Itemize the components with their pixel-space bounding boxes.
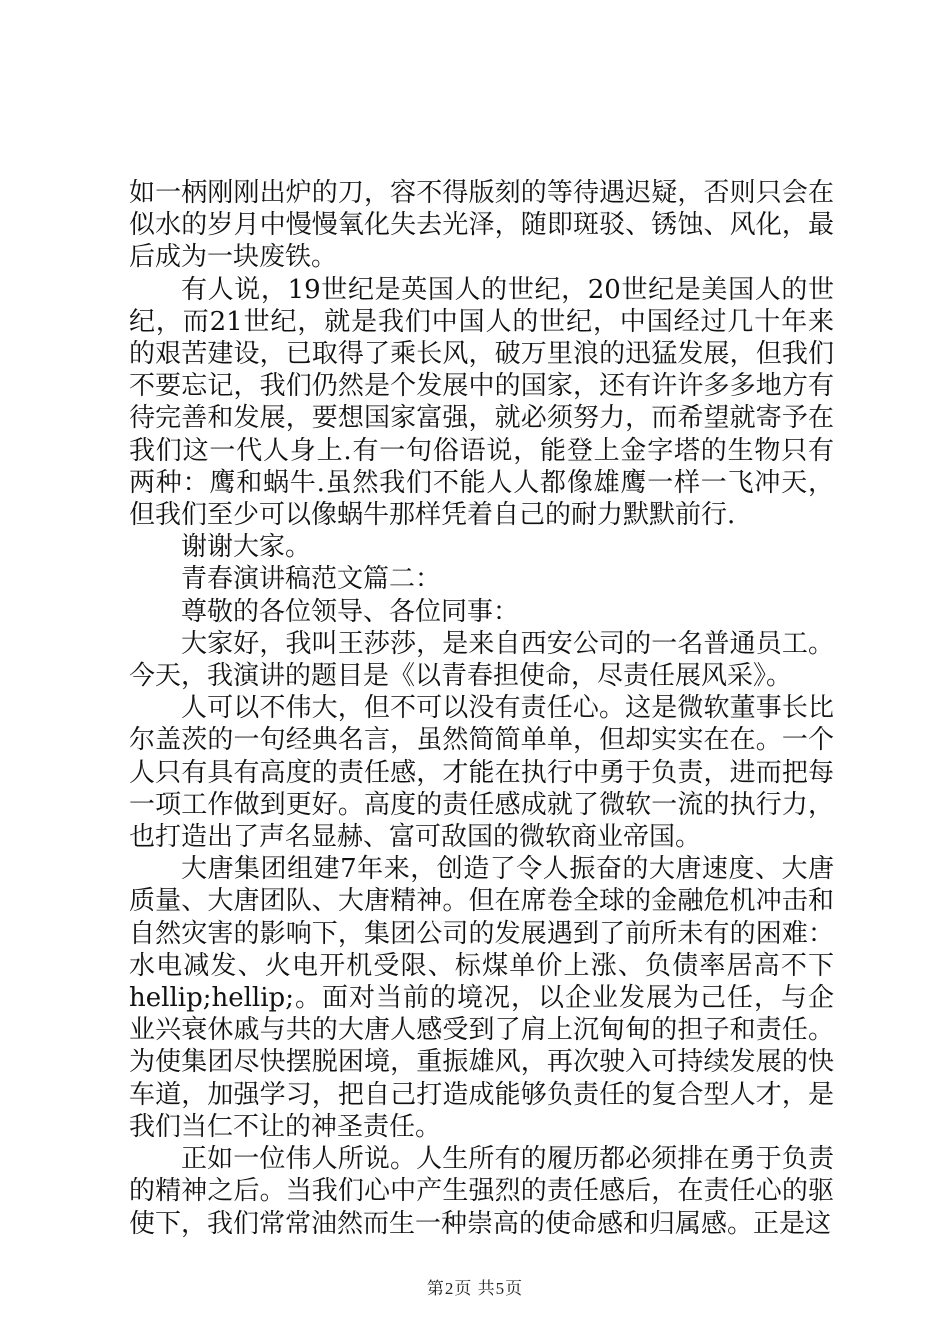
- paragraph-8: 大唐集团组建7年来，创造了令人振奋的大唐速度、大唐质量、大唐团队、大唐精神。但在席卷全球的金融危机冲击和自然灾害的影响下，集团公司的发展遇到了前所未有的困难：水电减发、火电开机受限、标煤单价上涨、负债率居高不下hellip;hellip;。面对当前的境况，以企业发展为己任，与企业兴衰休戚与共的大唐人感受到了肩上沉甸甸的担子和责任。为使集团尽快摆脱困境，重振雄风，再次驶入可持续发展的快车道，加强学习，把自己打造成能够负责任的复合型人才，是我们当仁不让的神圣责任。: [129, 854, 834, 1142]
- paragraph-7: 人可以不伟大，但不可以没有责任心。这是微软董事长比尔盖茨的一句经典名言，虽然简简单单，但却实实在在。一个人只有具有高度的责任感，才能在执行中勇于负责，进而把每一项工作做到更好。高度的责任感成就了微软一流的执行力，也打造出了声名显赫、富可敌国的微软商业帝国。: [129, 693, 834, 853]
- paragraph-9: 正如一位伟人所说。人生所有的履历都必须排在勇于负责的精神之后。当我们心中产生强烈的责任感后，在责任心的驱使下，我们常常油然而生一种崇高的使命感和归属感。正是这: [129, 1144, 834, 1239]
- paragraph-2: 有人说，19世纪是英国人的世纪，20世纪是美国人的世纪，而21世纪，就是我们中国人的世纪，中国经过几十年来的艰苦建设，已取得了乘长风，破万里浪的迅猛发展，但我们不要忘记，我们仍然是个发展中的国家，还有许许多多地方有待完善和发展，要想国家富强，就必须努力，而希望就寄予在我们这一代人身上.有一句俗语说，能登上金字塔的生物只有两种：鹰和蜗牛.虽然我们不能人人都像雄鹰一样一飞冲天，但我们至少可以像蜗牛那样凭着自己的耐力默默前行.: [129, 274, 834, 531]
- paragraph-4: 青春演讲稿范文篇二：: [181, 564, 442, 595]
- paragraph-6: 大家好，我叫王莎莎，是来自西安公司的一名普通员工。今天，我演讲的题目是《以青春担使命，尽责任展风采》。: [129, 628, 834, 692]
- paragraph-1: 如一柄刚刚出炉的刀，容不得版刻的等待遇迟疑，否则只会在似水的岁月中慢慢氧化失去光泽，随即斑驳、锈蚀、风化，最后成为一块废铁。: [129, 178, 834, 273]
- page-footer: 第2页 共5页: [426, 1279, 524, 1298]
- body-text: [129, 177, 834, 1240]
- paragraph-3: 谢谢大家。: [181, 532, 312, 563]
- paragraph-5: 尊敬的各位领导、各位同事：: [181, 596, 520, 627]
